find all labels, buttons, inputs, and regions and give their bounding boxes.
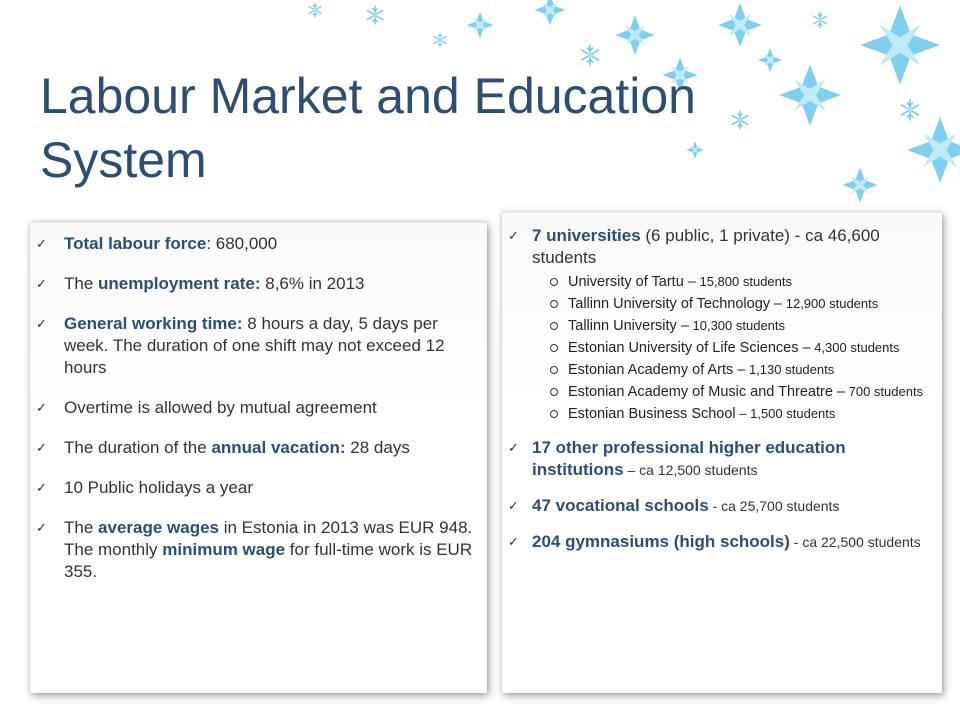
circle-bullet-icon xyxy=(550,344,558,352)
item-text: - ca 25,700 students xyxy=(708,498,840,514)
university-name: Tallinn University – xyxy=(568,318,689,334)
university-item xyxy=(568,383,934,401)
labour-market-panel xyxy=(30,222,487,693)
item-bold: minimum wage xyxy=(162,540,286,559)
item-text: 28 days xyxy=(345,438,410,457)
list-item xyxy=(36,233,479,255)
list-item-universities xyxy=(508,225,934,423)
item-text: The duration of the xyxy=(64,438,212,457)
checkmark-icon: ✓ xyxy=(36,276,47,291)
list-item xyxy=(36,517,479,583)
item-text: 8 hours a day, 5 days per week. The duration of one shift may not exceed 12 hours xyxy=(64,314,445,377)
checkmark-icon: ✓ xyxy=(36,400,47,415)
item-bold: 17 other professional higher education institutions xyxy=(532,438,846,479)
checkmark-icon: ✓ xyxy=(508,440,519,455)
university-item xyxy=(568,317,934,335)
checkmark-icon: ✓ xyxy=(508,498,519,513)
education-system-panel xyxy=(502,212,942,693)
item-text: for full-time work is EUR 355. xyxy=(64,540,473,581)
university-list xyxy=(532,273,934,423)
item-bold: average wages xyxy=(98,518,219,537)
student-count: 4,300 students xyxy=(810,340,900,355)
list-item xyxy=(36,273,479,295)
list-item-professional xyxy=(508,437,934,481)
university-item xyxy=(568,361,934,379)
checkmark-icon: ✓ xyxy=(36,316,47,331)
item-text: – ca 12,500 students xyxy=(623,462,758,478)
circle-bullet-icon xyxy=(550,278,558,286)
item-bold: 204 gymnasiums (high schools) xyxy=(532,532,790,551)
university-item xyxy=(568,339,934,357)
circle-bullet-icon xyxy=(550,322,558,330)
checkmark-icon: ✓ xyxy=(36,520,47,535)
student-count: – 1,500 students xyxy=(735,406,836,421)
list-item xyxy=(36,437,479,459)
item-text: 10 Public holidays a year xyxy=(64,478,254,497)
student-count: 12,900 students xyxy=(782,296,879,311)
university-name: University of Tartu – xyxy=(568,274,696,290)
list-item xyxy=(36,313,479,379)
student-count: 700 students xyxy=(845,384,924,399)
university-name: Estonian University of Life Sciences – xyxy=(568,340,811,356)
item-text: (6 public, 1 private) - ca 46,600 students xyxy=(532,226,880,267)
item-bold: annual vacation: xyxy=(211,438,346,457)
circle-bullet-icon xyxy=(550,366,558,374)
student-count: 15,800 students xyxy=(695,274,793,289)
university-name: Estonian Academy of Arts – xyxy=(568,362,746,378)
checkmark-icon: ✓ xyxy=(36,236,47,251)
item-text: The xyxy=(64,274,99,293)
item-bold: 47 vocational schools xyxy=(532,496,709,515)
circle-bullet-icon xyxy=(550,388,558,396)
circle-bullet-icon xyxy=(550,300,558,308)
item-bold: 7 universities xyxy=(532,226,641,245)
item-text: in Estonia in 2013 was EUR 948. The monthly xyxy=(64,518,473,559)
item-text: - ca 22,500 students xyxy=(789,534,921,550)
item-text: The xyxy=(64,518,99,537)
list-item xyxy=(36,397,479,419)
slide-title: Labour Market and Education System xyxy=(40,68,696,188)
list-item-vocational xyxy=(508,495,934,517)
list-item xyxy=(36,477,479,499)
item-text: : 680,000 xyxy=(206,234,278,253)
university-name: Tallinn University of Technology – xyxy=(568,296,783,312)
item-text: Overtime is allowed by mutual agreement xyxy=(64,398,377,417)
checkmark-icon: ✓ xyxy=(36,440,47,455)
item-bold: General working time: xyxy=(64,314,243,333)
checkmark-icon: ✓ xyxy=(508,534,519,549)
checkmark-icon: ✓ xyxy=(508,228,519,243)
checkmark-icon: ✓ xyxy=(36,480,47,495)
student-count: 10,300 students xyxy=(688,318,786,333)
item-bold: unemployment rate: xyxy=(98,274,261,293)
university-item xyxy=(568,295,934,313)
university-item xyxy=(568,273,934,291)
circle-bullet-icon xyxy=(550,410,558,418)
student-count: 1,130 students xyxy=(745,362,835,377)
item-bold: Total labour force xyxy=(64,234,207,253)
university-name: Estonian Academy of Music and Threatre – xyxy=(568,384,845,400)
university-item xyxy=(568,405,934,423)
item-text: 8,6% in 2013 xyxy=(260,274,365,293)
university-name: Estonian Business School xyxy=(568,406,736,422)
list-item-gymnasiums xyxy=(508,531,934,553)
